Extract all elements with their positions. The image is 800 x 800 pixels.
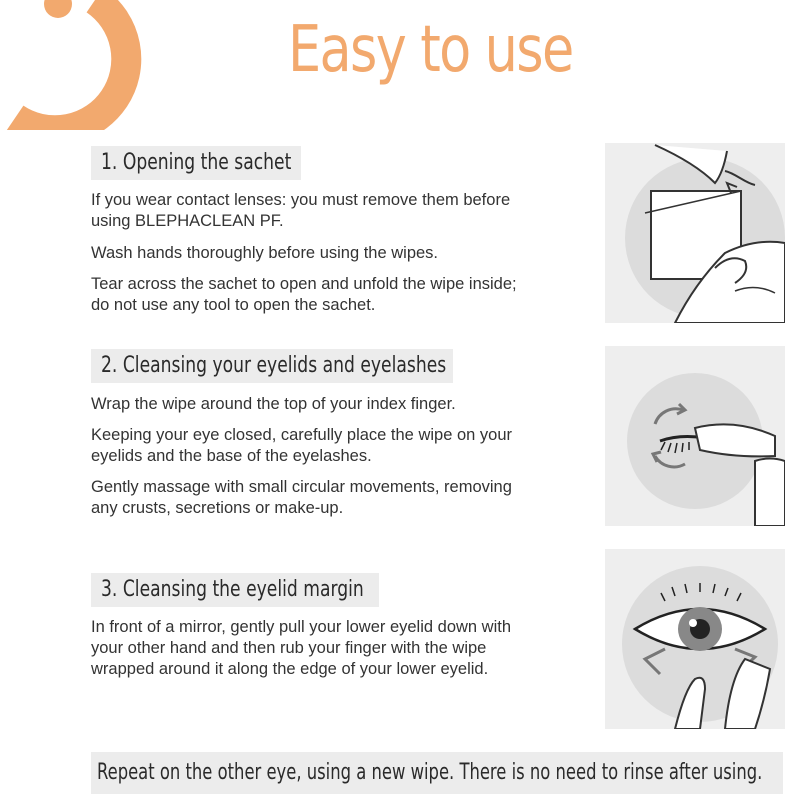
eyelid-cleansing-illustration: [605, 346, 785, 526]
eyelid-margin-illustration: [605, 549, 785, 729]
step-1-paragraph-3: Tear across the sachet to open and unfold the wipe inside; do not use any tool to open the sachet.: [91, 275, 517, 314]
page-title: Easy to use: [288, 13, 573, 87]
step-1-paragraph-1: If you wear contact lenses: you must remove them before using BLEPHACLEAN PF.: [91, 191, 511, 230]
step-2-paragraph-3: Gently massage with small circular movements, removing any crusts, secretions or make-up.: [91, 478, 512, 517]
step-1-paragraph-2: Wash hands thoroughly before using the wipes.: [91, 244, 439, 262]
orange-arc-logo: [0, 0, 170, 130]
step-3-paragraph-1: In front of a mirror, gently pull your lower eyelid down with your other hand and then rub your finger with the wipe wrapped around it along the edge of your lower eyelid.: [91, 618, 512, 678]
step-3-heading: 3. Cleansing the eyelid margin: [91, 573, 379, 607]
step-2-paragraph-1: Wrap the wipe around the top of your index finger.: [91, 395, 456, 413]
step-1-heading: 1. Opening the sachet: [91, 146, 301, 180]
sachet-opening-illustration: [605, 143, 785, 323]
step-2-heading: 2. Cleansing your eyelids and eyelashes: [91, 349, 453, 383]
step-2-paragraph-2: Keeping your eye closed, carefully place the wipe on your eyelids and the base of the eyelashes.: [91, 426, 512, 465]
footer-banner: Repeat on the other eye, using a new wipe. There is no need to rinse after using.: [91, 752, 783, 794]
